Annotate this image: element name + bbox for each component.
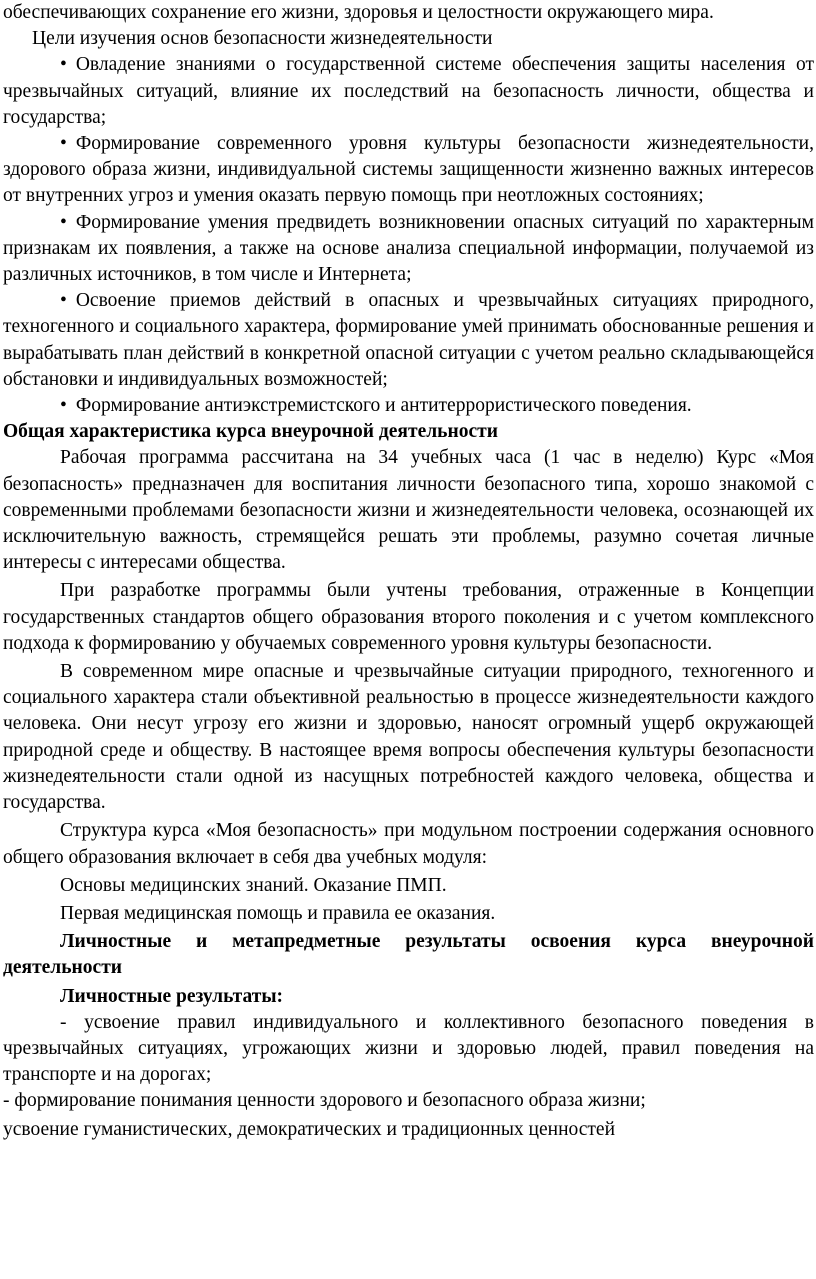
course-paragraph: В современном мире опасные и чрезвычайные ситуации природного, техногенного и социального характера стали объективной реальностью в процессе жизнедеятельности каждого человека. Они несут угрозу его жизни и здоровью, наносят огромный ущерб окружающей природной среде и обществу. В настоящее время вопросы обеспечения культуры безопасности жизнедеятельности стали одной из насущных потребностей каждого человека, общества и государства. <box>3 661 814 814</box>
personal-result-item: усвоение гуманистических, демократических и традиционных ценностей <box>3 1118 616 1140</box>
module-item: Основы медицинских знаний. Оказание ПМП. <box>60 874 447 896</box>
course-paragraph: При разработке программы были учтены требования, отраженные в Концепции государственных стандартов общего образования второго поколения и с учетом комплексного подхода к формированию у обучаемых современного уровня культуры безопасности. <box>3 580 814 654</box>
bullet-icon: • <box>60 54 67 76</box>
course-heading: Общая характеристика курса внеурочной деятельности <box>3 421 498 443</box>
bullet-icon: • <box>60 211 67 233</box>
goal-item <box>3 393 814 419</box>
personal-results-heading: Личностные результаты: <box>60 985 284 1007</box>
goal-item <box>3 52 814 131</box>
goal-item <box>3 288 814 393</box>
goal-item <box>3 210 814 289</box>
personal-result-item: - усвоение правил индивидуального и коллективного безопасного поведения в чрезвычайных ситуациях, угрожающих жизни и здоровью людей, правил поведения на транспорте и на дорогах; <box>3 1011 814 1086</box>
goal-text: Формирование современного уровня культуры безопасности жизнедеятельности, здорового образа жизни, индивидуальной системы защищенности жизненно важных интересов от внутренних угроз и умения оказать первую помощь при неотложных состояниях; <box>3 133 814 207</box>
course-paragraph: Рабочая программа рассчитана на 34 учебных часа (1 час в неделю) Курс «Моя безопасность» предназначен для воспитания личности безопасного типа, хорошо знакомой с современными проблемами безопасности жизни и жизнедеятельности человека, осознающей их исключительную важность, стремящейся решать эти проблемы, разумно сочетая личные интересы с интересами общества. <box>3 447 814 574</box>
course-paragraph: Структура курса «Моя безопасность» при модульном построении содержания основного общего образования включает в себя два учебных модуля: <box>3 820 814 868</box>
goal-text: Освоение приемов действий в опасных и чрезвычайных ситуациях природного, техногенного и социального характера, формирование умей принимать обоснованные решения и вырабатывать план действий в конкретной опасной ситуации с учетом реально складывающейся обстановки и индивидуальных возможностей; <box>3 290 814 390</box>
personal-result-item: - формирование понимания ценности здорового и безопасного образа жизни; <box>3 1090 646 1112</box>
results-heading: Личностные и метапредметные результаты освоения курса внеурочной деятельности <box>3 931 814 979</box>
goals-heading: Цели изучения основ безопасности жизнедеятельности <box>32 28 493 50</box>
goal-text: Овладение знаниями о государственной системе обеспечения защиты населения от чрезвычайных ситуаций, влияние их последствий на безопасность личности, общества и государства; <box>3 54 814 128</box>
bullet-icon: • <box>60 395 67 417</box>
goal-text: Формирование антиэкстремистского и антитеррористического поведения. <box>75 395 692 417</box>
intro-tail-paragraph: обеспечивающих сохранение его жизни, здоровья и целостности окружающего мира. <box>3 2 714 23</box>
module-item: Первая медицинская помощь и правила ее оказания. <box>60 902 496 924</box>
bullet-icon: • <box>60 133 67 155</box>
goal-text: Формирование умения предвидеть возникновении опасных ситуаций по характерным признакам их появления, а также на основе анализа специальной информации, получаемой из различных источников, в том числе и Интернета; <box>3 211 814 286</box>
bullet-icon: • <box>60 290 67 312</box>
goal-item <box>3 131 814 210</box>
